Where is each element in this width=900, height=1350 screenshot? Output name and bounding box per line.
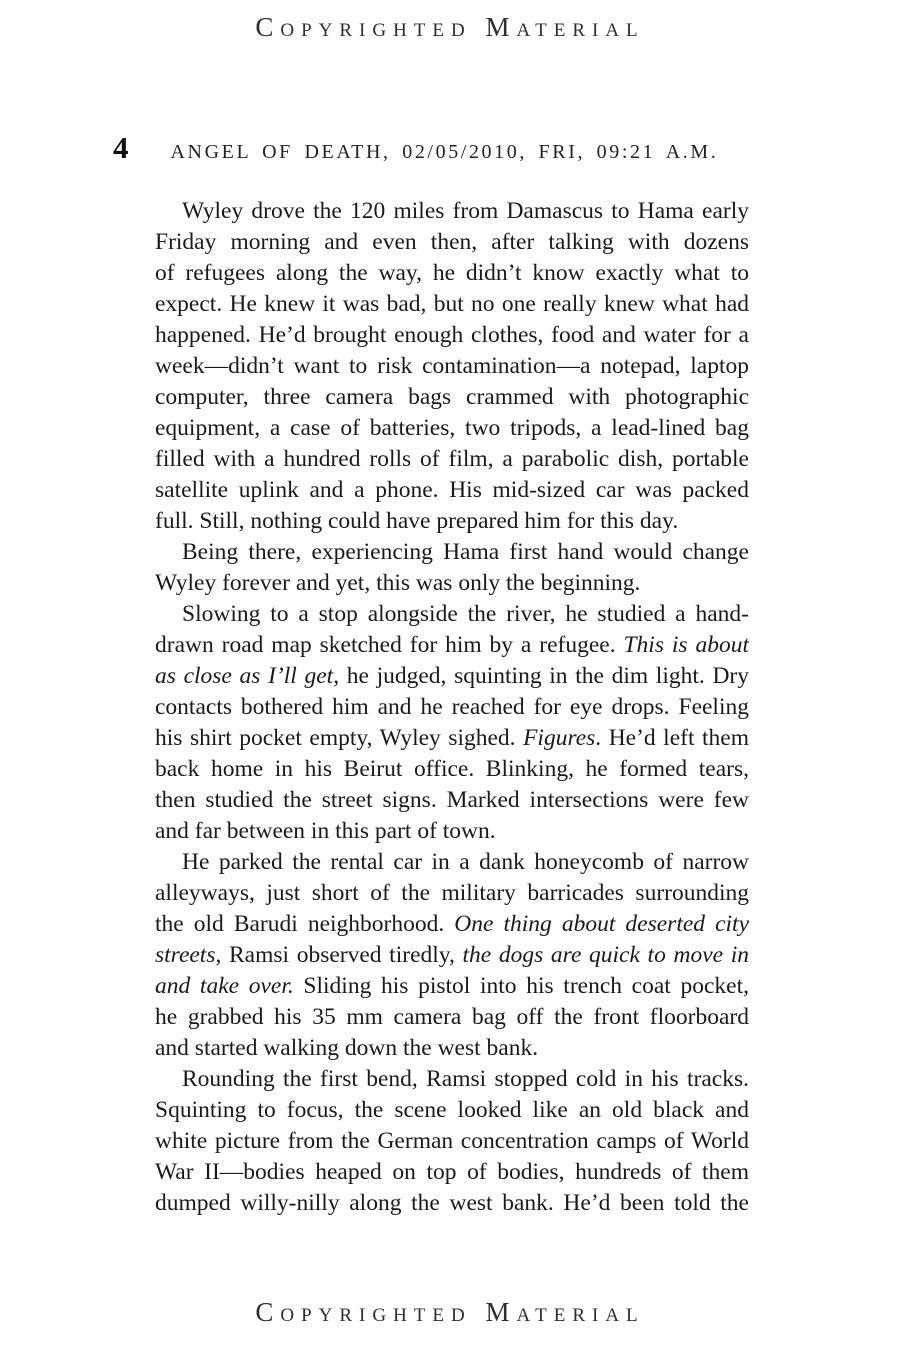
text-line: [155, 723, 749, 754]
text-line: [155, 506, 749, 537]
text-segment: happened. He’d brought enough clothes, food and water for a: [155, 322, 749, 348]
text-segment: He parked the rental car in a dank honeycomb of narrow: [182, 849, 749, 875]
paragraph: [155, 599, 749, 847]
text-line: [155, 537, 749, 568]
text-line: [155, 1095, 749, 1126]
text-line: [155, 661, 749, 692]
text-line: [155, 413, 749, 444]
copyright-watermark-bottom: Copyrighted Material: [255, 1297, 645, 1327]
text-segment: back home in his Beirut office. Blinking, he formed tears,: [155, 756, 749, 782]
text-segment: Wyley drove the 120 miles from Damascus to Hama early: [182, 198, 749, 224]
text-segment: satellite uplink and a phone. His mid-sized car was packed: [155, 477, 749, 503]
text-segment: Squinting to focus, the scene looked like an old black and: [155, 1097, 749, 1123]
text-segment: dumped willy-nilly along the west bank. He’d been told the: [155, 1190, 749, 1216]
text-line: [155, 630, 749, 661]
text-segment: then studied the street signs. Marked intersections were few: [155, 787, 749, 813]
text-line: [155, 1064, 749, 1095]
text-segment: equipment, a case of batteries, two tripods, a lead-lined bag: [155, 415, 749, 441]
paragraph: [155, 847, 749, 1064]
text-line: [155, 909, 749, 940]
chapter-title: ANGEL OF DEATH, 02/05/2010, FRI, 09:21 A.M.: [170, 141, 719, 163]
paragraph: [155, 196, 749, 537]
text-line: [155, 382, 749, 413]
text-segment: computer, three camera bags crammed with photographic: [155, 384, 749, 410]
chapter-header: [113, 130, 793, 166]
text-line: [155, 196, 749, 227]
text-segment: Ramsi observed tiredly,: [221, 942, 463, 968]
text-segment: Sliding his pistol into his trench coat pocket,: [293, 973, 749, 999]
text-line: [155, 847, 749, 878]
italic-phrase: This is about: [623, 632, 749, 658]
text-segment: full. Still, nothing could have prepared him for this day.: [155, 508, 679, 534]
text-line: [155, 754, 749, 785]
text-segment: alleyways, just short of the military barricades surrounding: [155, 880, 749, 906]
text-line: [155, 878, 749, 909]
text-line: [155, 351, 749, 382]
text-line: [155, 940, 749, 971]
text-segment: contacts bothered him and he reached for eye drops. Feeling: [155, 694, 749, 720]
text-line: [155, 692, 749, 723]
text-segment: week—didn’t want to risk contamination—a notepad, laptop: [155, 353, 749, 379]
text-line: [155, 475, 749, 506]
italic-phrase: as close as I’ll get: [155, 663, 334, 689]
text-segment: Friday morning and even then, after talking with dozens: [155, 229, 749, 255]
text-segment: Rounding the first bend, Ramsi stopped cold in his tracks.: [182, 1066, 749, 1092]
text-segment: and started walking down the west bank.: [155, 1035, 539, 1061]
text-line: [155, 816, 749, 847]
text-segment: of refugees along the way, he didn’t know exactly what to: [155, 260, 749, 286]
text-segment: his shirt pocket empty, Wyley sighed.: [155, 725, 524, 751]
text-segment: filled with a hundred rolls of film, a parabolic dish, portable: [155, 446, 749, 472]
text-segment: Being there, experiencing Hama first hand would change: [182, 539, 749, 565]
italic-phrase: One thing about deserted city: [454, 911, 749, 937]
italic-phrase: the dogs are quick to move in: [462, 942, 749, 968]
text-segment: he grabbed his 35 mm camera bag off the front floorboard: [155, 1004, 749, 1030]
paragraph: [155, 537, 749, 599]
text-line: [155, 1033, 749, 1064]
text-segment: War II—bodies heaped on top of bodies, hundreds of them: [155, 1159, 749, 1185]
text-line: [155, 320, 749, 351]
text-line: [155, 971, 749, 1002]
text-segment: drawn road map sketched for him by a refugee.: [155, 632, 624, 658]
chapter-number: 4: [113, 130, 129, 165]
text-line: [155, 599, 749, 630]
text-segment: , he judged, squinting in the dim light. Dry: [333, 663, 749, 689]
text-segment: Wyley forever and yet, this was only the beginning.: [155, 570, 641, 596]
text-line: [155, 1002, 749, 1033]
copyright-watermark-top: Copyrighted Material: [255, 12, 645, 42]
text-line: [155, 289, 749, 320]
text-line: [155, 785, 749, 816]
text-line: [155, 258, 749, 289]
text-segment: and far between in this part of town.: [155, 818, 496, 844]
text-segment: Slowing to a stop alongside the river, he studied a hand-: [182, 601, 749, 627]
text-line: [155, 227, 749, 258]
paragraph: [155, 1064, 749, 1219]
text-line: [155, 444, 749, 475]
text-segment: white picture from the German concentration camps of World: [155, 1128, 749, 1154]
text-line: [155, 1126, 749, 1157]
body-text: [155, 196, 749, 1219]
italic-phrase: Figures: [523, 725, 596, 751]
text-line: [155, 1157, 749, 1188]
text-line: [155, 568, 749, 599]
text-segment: expect. He knew it was bad, but no one really knew what had: [155, 291, 749, 317]
text-line: [155, 1188, 749, 1219]
italic-phrase: streets,: [155, 942, 222, 968]
text-segment: the old Barudi neighborhood.: [155, 911, 455, 937]
text-segment: . He’d left them: [595, 725, 749, 751]
italic-phrase: and take over.: [155, 973, 294, 999]
